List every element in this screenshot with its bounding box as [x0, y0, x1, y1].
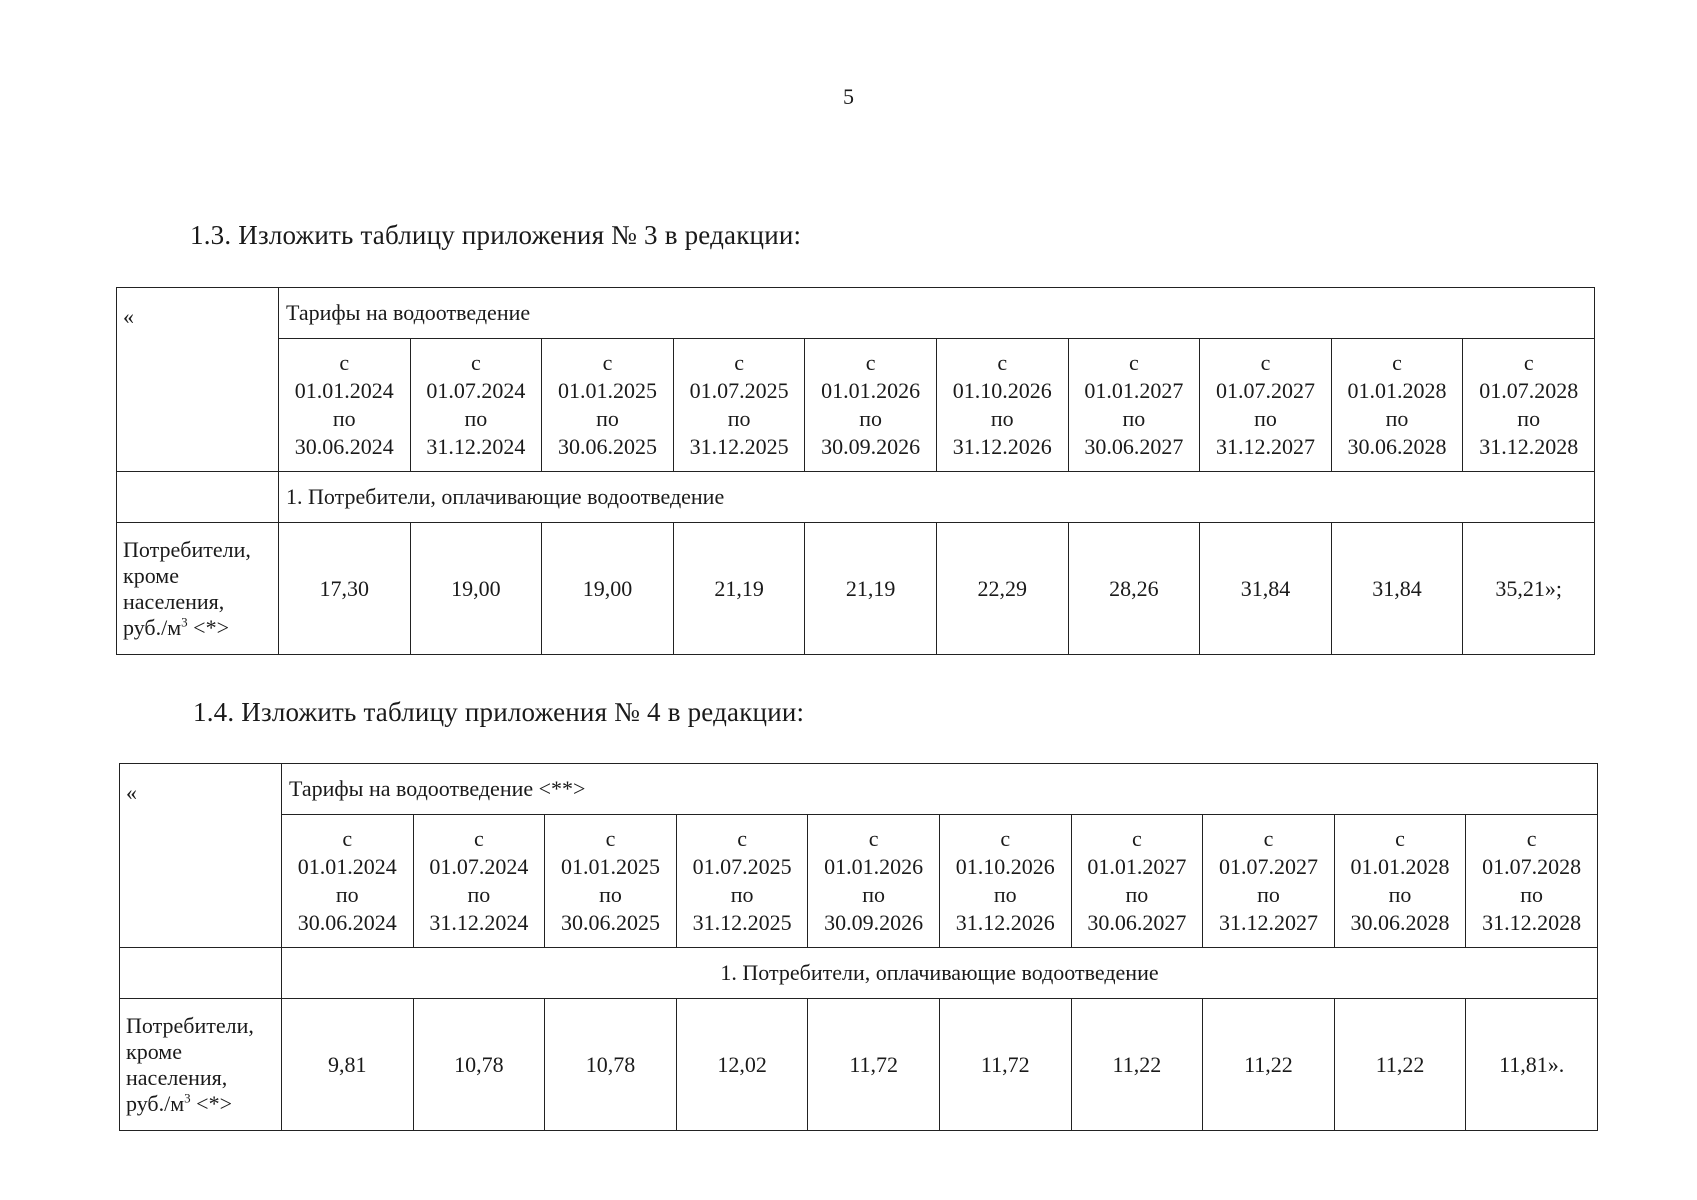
period-po: по — [730, 882, 754, 907]
tariff-value-cell: 19,00 — [410, 523, 542, 655]
tariff-value-cell: 22,29 — [936, 523, 1068, 655]
period-po: по — [1385, 406, 1409, 431]
tariff-value-cell: 11,72 — [808, 999, 940, 1131]
period-from: 01.01.2024 — [294, 378, 394, 403]
period-to: 30.09.2026 — [824, 910, 924, 935]
period-po: по — [1520, 882, 1544, 907]
tariff-value-cell: 11,72 — [939, 999, 1071, 1131]
period-header-cell — [808, 815, 940, 948]
period-from: 01.07.2027 — [1215, 378, 1315, 403]
period-header-cell — [1200, 339, 1332, 472]
row-label — [120, 999, 282, 1131]
period-from: 01.01.2027 — [1084, 378, 1184, 403]
tariff-value-cell: 21,19 — [673, 523, 805, 655]
tariff-value-cell: 9,81 — [282, 999, 414, 1131]
period-to: 31.12.2027 — [1218, 910, 1318, 935]
period-header-cell — [545, 815, 677, 948]
tariff-value-cell: 11,81». — [1466, 999, 1598, 1131]
empty-cell — [120, 948, 282, 999]
tariff-value-cell: 11,22 — [1334, 999, 1466, 1131]
row-label-line3: населения, — [126, 1064, 228, 1090]
tariff-value-cell: 31,84 — [1331, 523, 1463, 655]
row-label-line2: кроме — [126, 1038, 182, 1064]
period-po: по — [599, 882, 622, 907]
period-po: по — [993, 882, 1017, 907]
period-from: 01.01.2024 — [297, 854, 397, 879]
table-corner-quote: « — [117, 288, 279, 472]
period-po: по — [464, 406, 488, 431]
period-from: 01.01.2027 — [1087, 854, 1187, 879]
row-label — [117, 523, 279, 655]
period-from: 01.01.2025 — [557, 378, 657, 403]
period-po: по — [862, 882, 886, 907]
period-c: с — [1260, 350, 1271, 375]
row-label-line1: Потребители, — [123, 536, 251, 562]
period-from: 01.07.2027 — [1218, 854, 1318, 879]
tariff-value-cell: 11,22 — [1071, 999, 1203, 1131]
period-to: 31.12.2028 — [1482, 910, 1582, 935]
period-po: по — [596, 406, 619, 431]
period-header-cell — [1331, 339, 1463, 472]
period-from: 01.10.2026 — [952, 378, 1052, 403]
period-c: с — [1263, 826, 1274, 851]
row-label-unit: руб./м — [123, 614, 182, 640]
period-po: по — [859, 406, 883, 431]
group-label: 1. Потребители, оплачивающие водоотведение — [282, 948, 1598, 999]
period-c: с — [868, 826, 879, 851]
period-c: с — [1392, 350, 1402, 375]
page-number: 5 — [843, 84, 854, 109]
period-header-cell — [1203, 815, 1335, 948]
period-header-cell — [1463, 339, 1595, 472]
period-c: с — [1395, 826, 1405, 851]
period-c: с — [865, 350, 876, 375]
tariff-value-cell: 28,26 — [1068, 523, 1200, 655]
period-from: 01.07.2028 — [1479, 378, 1579, 403]
period-header-cell — [410, 339, 542, 472]
unit-superscript: 3 — [181, 614, 188, 630]
period-c: с — [342, 826, 353, 851]
period-c: с — [471, 350, 481, 375]
table-title: Тарифы на водоотведение — [279, 288, 1595, 339]
period-header-row — [117, 339, 1595, 472]
period-from: 01.07.2025 — [689, 378, 789, 403]
period-from: 01.01.2026 — [824, 854, 924, 879]
period-po: по — [467, 882, 491, 907]
tariff-table-appendix-3 — [116, 287, 1595, 655]
period-to: 30.06.2028 — [1347, 434, 1447, 459]
period-header-cell — [413, 815, 545, 948]
table-row — [117, 523, 1595, 655]
period-header-cell — [1071, 815, 1203, 948]
period-c: с — [605, 826, 616, 851]
period-header-cell — [279, 339, 411, 472]
period-to: 31.12.2028 — [1479, 434, 1579, 459]
tariff-table-appendix-4 — [119, 763, 1598, 1131]
period-header-cell — [542, 339, 674, 472]
period-header-cell — [1068, 339, 1200, 472]
period-c: с — [1131, 826, 1142, 851]
period-po: по — [1122, 406, 1146, 431]
period-header-row — [120, 815, 1598, 948]
period-to: 31.12.2027 — [1215, 434, 1315, 459]
period-to: 31.12.2024 — [429, 910, 529, 935]
period-from: 01.07.2028 — [1482, 854, 1582, 879]
section-heading-1-4: 1.4. Изложить таблицу приложения № 4 в редакции: — [193, 697, 805, 727]
period-header-cell — [939, 815, 1071, 948]
section-heading-1-3: 1.3. Изложить таблицу приложения № 3 в редакции: — [190, 220, 802, 250]
row-label-line1: Потребители, — [126, 1012, 254, 1038]
period-po: по — [1125, 882, 1149, 907]
period-to: 31.12.2026 — [955, 910, 1055, 935]
period-c: с — [1526, 826, 1537, 851]
period-from: 01.01.2028 — [1350, 854, 1450, 879]
period-to: 31.12.2024 — [426, 434, 526, 459]
period-c: с — [1000, 826, 1011, 851]
tariff-value-cell: 31,84 — [1200, 523, 1332, 655]
period-po: по — [1517, 406, 1541, 431]
row-label-line3: населения, — [123, 588, 225, 614]
period-from: 01.07.2025 — [692, 854, 792, 879]
period-to: 31.12.2025 — [689, 434, 789, 459]
period-po: по — [1388, 882, 1412, 907]
period-header-cell — [805, 339, 937, 472]
group-label: 1. Потребители, оплачивающие водоотведение — [279, 472, 1595, 523]
period-from: 01.07.2024 — [429, 854, 529, 879]
period-po: по — [335, 882, 359, 907]
period-c: с — [602, 350, 613, 375]
period-c: с — [1523, 350, 1534, 375]
period-header-cell — [1466, 815, 1598, 948]
table-corner-quote: « — [120, 764, 282, 948]
period-c: с — [474, 826, 484, 851]
period-header-cell — [936, 339, 1068, 472]
period-po: по — [727, 406, 751, 431]
period-c: с — [339, 350, 350, 375]
table-row — [120, 999, 1598, 1131]
tariff-value-cell: 10,78 — [545, 999, 677, 1131]
period-to: 30.06.2028 — [1350, 910, 1450, 935]
period-to: 30.06.2024 — [297, 910, 397, 935]
period-header-cell — [282, 815, 414, 948]
period-to: 30.06.2025 — [557, 434, 657, 459]
tariff-value-cell: 19,00 — [542, 523, 674, 655]
period-c: с — [997, 350, 1008, 375]
period-to: 30.06.2027 — [1084, 434, 1184, 459]
period-header-cell — [1334, 815, 1466, 948]
period-c: с — [1128, 350, 1139, 375]
period-po: по — [332, 406, 356, 431]
empty-cell — [117, 472, 279, 523]
tariff-value-cell: 11,22 — [1203, 999, 1335, 1131]
row-label-unit: руб./м — [126, 1090, 185, 1116]
unit-superscript: 3 — [184, 1090, 191, 1106]
period-from: 01.01.2028 — [1347, 378, 1447, 403]
period-from: 01.10.2026 — [955, 854, 1055, 879]
period-to: 31.12.2026 — [952, 434, 1052, 459]
period-to: 30.06.2027 — [1087, 910, 1187, 935]
period-po: по — [1257, 882, 1280, 907]
period-po: по — [1254, 406, 1277, 431]
tariff-value-cell: 21,19 — [805, 523, 937, 655]
period-from: 01.01.2025 — [560, 854, 660, 879]
period-to: 30.09.2026 — [821, 434, 921, 459]
table-title: Тарифы на водоотведение <**> — [282, 764, 1598, 815]
period-from: 01.07.2024 — [426, 378, 526, 403]
period-to: 30.06.2024 — [294, 434, 394, 459]
tariff-value-cell: 17,30 — [279, 523, 411, 655]
row-label-line2: кроме — [123, 562, 179, 588]
period-to: 31.12.2025 — [692, 910, 792, 935]
period-po: по — [990, 406, 1014, 431]
period-header-cell — [673, 339, 805, 472]
period-c: с — [737, 826, 747, 851]
period-to: 30.06.2025 — [560, 910, 660, 935]
period-from: 01.01.2026 — [821, 378, 921, 403]
row-label-note: <*> — [190, 1090, 232, 1116]
tariff-value-cell: 10,78 — [413, 999, 545, 1131]
period-c: с — [734, 350, 744, 375]
row-label-note: <*> — [187, 614, 229, 640]
period-header-cell — [676, 815, 808, 948]
tariff-value-cell: 12,02 — [676, 999, 808, 1131]
tariff-value-cell: 35,21»; — [1463, 523, 1595, 655]
